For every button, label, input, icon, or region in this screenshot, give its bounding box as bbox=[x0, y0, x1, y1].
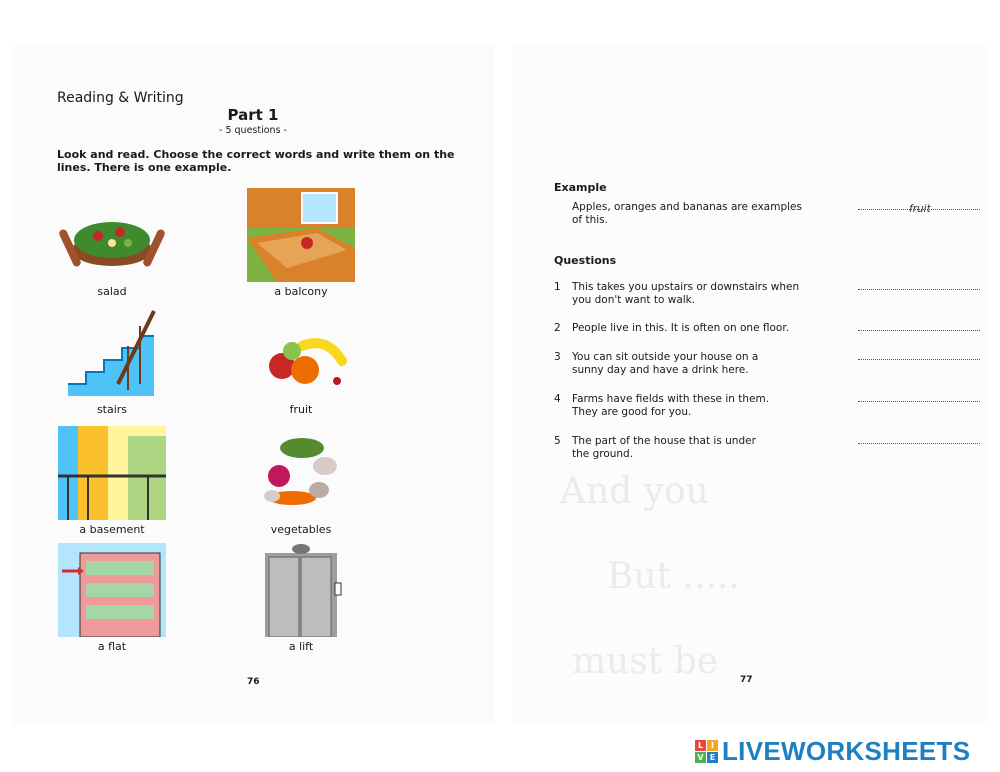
question-text: The part of the house that is under the ground. bbox=[572, 435, 756, 460]
part-title: Part 1 bbox=[227, 106, 279, 124]
question-number: 4 bbox=[554, 393, 561, 405]
background-ghost-text: must be bbox=[572, 641, 719, 682]
left-page bbox=[12, 46, 494, 724]
question-text: You can sit outside your house on a sunny day and have a drink here. bbox=[572, 351, 759, 376]
background-ghost-text: But ..... bbox=[607, 556, 740, 597]
example-answer: fruit bbox=[909, 203, 931, 215]
stairs-icon bbox=[58, 306, 166, 400]
picture-label: stairs bbox=[96, 403, 128, 416]
picture-cell-basement bbox=[37, 426, 187, 536]
questions-heading: Questions bbox=[554, 254, 617, 267]
liveworksheets-brand[interactable] bbox=[695, 735, 970, 767]
example-text: Apples, oranges and bananas are examples of this. bbox=[572, 201, 802, 226]
picture-cell-stairs bbox=[37, 306, 187, 416]
answer-line[interactable] bbox=[858, 443, 980, 444]
picture-cell-vegetables bbox=[226, 426, 376, 536]
question-number: 5 bbox=[554, 435, 561, 447]
picture-cell-lift bbox=[226, 543, 376, 653]
section-title: Reading & Writing bbox=[57, 90, 184, 106]
answer-line[interactable] bbox=[858, 289, 980, 290]
answer-line[interactable] bbox=[858, 359, 980, 360]
lift-icon bbox=[247, 543, 355, 637]
page-number: 77 bbox=[740, 675, 753, 685]
picture-label: fruit bbox=[289, 403, 313, 416]
question-number: 1 bbox=[554, 281, 561, 293]
question-row bbox=[554, 322, 984, 340]
picture-cell-salad bbox=[37, 188, 187, 298]
question-row bbox=[554, 351, 984, 379]
question-number: 2 bbox=[554, 322, 561, 334]
background-ghost-text: And you bbox=[560, 471, 709, 512]
part-subtitle: - 5 questions - bbox=[219, 125, 287, 136]
picture-label: a balcony bbox=[274, 285, 328, 298]
answer-line[interactable] bbox=[858, 330, 980, 331]
salad-bowl-icon bbox=[58, 188, 166, 282]
question-number: 3 bbox=[554, 351, 561, 363]
liveworksheets-logo-icon: L I V E bbox=[695, 740, 718, 763]
answer-line[interactable] bbox=[858, 401, 980, 402]
picture-label: a basement bbox=[79, 523, 145, 536]
picture-label: a flat bbox=[97, 640, 127, 653]
instructions: Look and read. Choose the correct words and write them on the lines. There is one example. bbox=[57, 148, 455, 174]
question-text: Farms have fields with these in them. They are good for you. bbox=[572, 393, 770, 418]
basement-icon bbox=[58, 426, 166, 520]
flat-building-icon bbox=[58, 543, 166, 637]
right-page bbox=[512, 46, 988, 724]
balcony-icon bbox=[247, 188, 355, 282]
page-number: 76 bbox=[247, 677, 260, 687]
question-row bbox=[554, 393, 984, 421]
question-text: This takes you upstairs or downstairs when you don't want to walk. bbox=[572, 281, 800, 306]
picture-cell-balcony bbox=[226, 188, 376, 298]
brand-text: LIVEWORKSHEETS bbox=[722, 735, 971, 766]
vegetables-icon bbox=[247, 426, 355, 520]
picture-cell-fruit bbox=[226, 306, 376, 416]
question-row bbox=[554, 435, 984, 463]
question-text: People live in this. It is often on one floor. bbox=[572, 322, 790, 334]
picture-label: salad bbox=[97, 285, 127, 298]
picture-label: a lift bbox=[288, 640, 314, 653]
picture-label: vegetables bbox=[270, 523, 332, 536]
question-row bbox=[554, 281, 984, 309]
fruit-icon bbox=[247, 306, 355, 400]
example-heading: Example bbox=[554, 181, 607, 194]
picture-cell-flat bbox=[37, 543, 187, 653]
example-row bbox=[554, 201, 984, 229]
